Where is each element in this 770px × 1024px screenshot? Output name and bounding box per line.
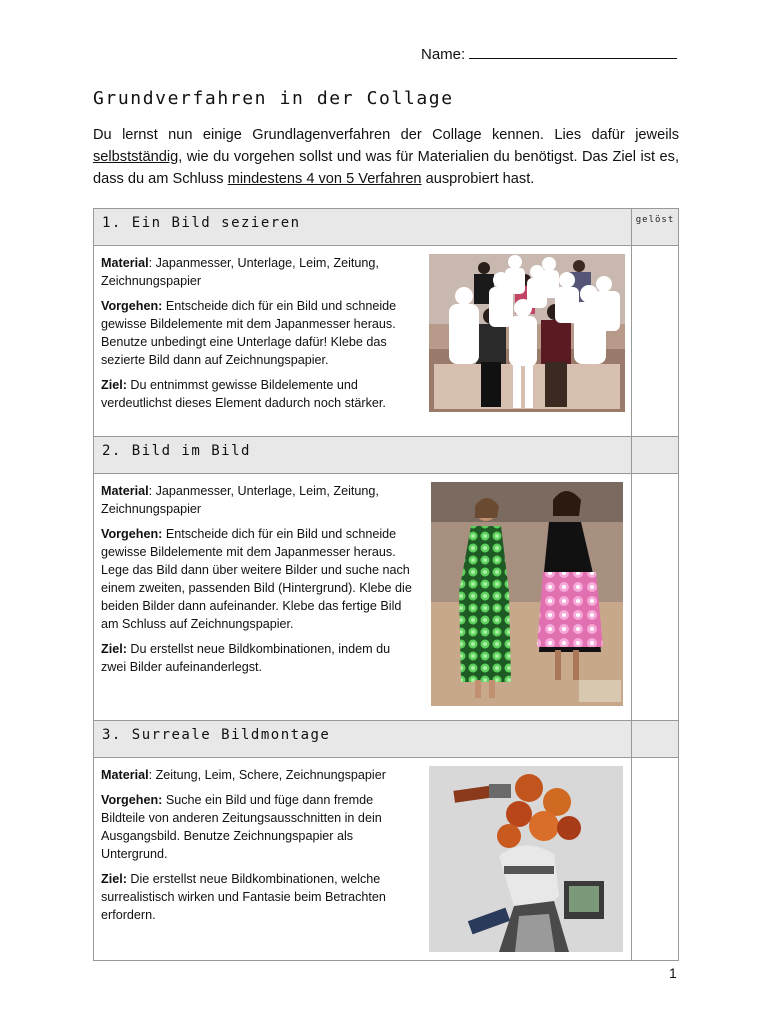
- goal-text: Du entnimmst gewisse Bildelemente und verdeutlichst dieses Element dadurch noch stärker.: [101, 378, 386, 410]
- procedure-label: Vorgehen:: [101, 527, 163, 541]
- material-label: Material: [101, 256, 149, 270]
- procedure-label: Vorgehen:: [101, 793, 163, 807]
- picture-in-picture-photo: [431, 482, 623, 706]
- intro-underline-1: selbstständig: [93, 149, 179, 165]
- section-1-header-row: [94, 209, 679, 246]
- solved-column-label: gelöst: [632, 209, 679, 246]
- material-text: : Zeitung, Leim, Schere, Zeichnungspapier: [148, 768, 386, 782]
- procedures-table: [93, 208, 679, 961]
- goal-label: Ziel:: [101, 872, 127, 886]
- page-title: Grundverfahren in der Collage: [93, 88, 454, 109]
- name-label: Name:: [421, 46, 466, 63]
- section-2-text: [101, 482, 413, 706]
- intro-underline-2: mindestens 4 von 5 Verfahren: [227, 171, 422, 187]
- section-heading: 3. Surreale Bildmontage: [94, 721, 632, 758]
- section-2-solved-checkbox[interactable]: [632, 474, 679, 721]
- procedure-text: Entscheide dich für ein Bild und schneide gewisse Bildelemente mit dem Japanmesser heraus. Lege das Bild dann über weitere Bilder und suche nach einem zweiten, passenden Bild (Hintergrund). Klebe die beiden Bilder dann aufeinander. Klebe das fertige Bild am Schluss auf Zeichnungspapier.: [101, 527, 412, 631]
- section-2-header-row: [94, 437, 679, 474]
- procedure-text: Entscheide dich für ein Bild und schneide gewisse Bildelemente mit dem Japanmesser heraus. Benutze unbedingt eine Unterlage dafür! Klebe das sezierte Bild dann auf Zeichnungspapier.: [101, 299, 397, 367]
- material-label: Material: [101, 768, 149, 782]
- section-2-body-row: [94, 474, 679, 721]
- section-3-text: [101, 766, 413, 952]
- dissected-group-photo: [429, 254, 625, 412]
- section-heading: 1. Ein Bild sezieren: [94, 209, 632, 246]
- section-3-header-row: [94, 721, 679, 758]
- goal-text: Du erstellst neue Bildkombinationen, indem du zwei Bilder aufeinanderlegst.: [101, 642, 391, 674]
- procedure-text: Suche ein Bild und füge dann fremde Bildteile von anderen Zeitungsausschnitten in dein Ausgangsbild. Benutze Zeichnungspapier als Untergrund.: [101, 793, 382, 861]
- material-text: : Japanmesser, Unterlage, Leim, Zeitung, Zeichnungspapier: [101, 484, 379, 516]
- intro-paragraph: Du lernst nun einige Grundlagenverfahren der Collage kennen. Lies dafür jeweils selbstständig, wie du vorgehen sollst und was für Materialien du benötigst. Das Ziel ist es, dass du am Schluss mindestens 4 von 5 Verfahren ausprobiert hast.: [93, 127, 679, 187]
- procedure-label: Vorgehen:: [101, 299, 163, 313]
- material-text: : Japanmesser, Unterlage, Leim, Zeitung, Zeichnungspapier: [101, 256, 379, 288]
- section-1-text: [101, 254, 413, 419]
- section-3-solved-checkbox[interactable]: [632, 758, 679, 961]
- page-number: 1: [669, 965, 677, 981]
- section-1-solved-checkbox[interactable]: [632, 246, 679, 437]
- goal-label: Ziel:: [101, 642, 127, 656]
- goal-text: Die erstellst neue Bildkombinationen, welche surrealistisch wirken und Fantasie beim Betrachten erfordern.: [101, 872, 386, 922]
- surreal-montage-photo: [429, 766, 623, 952]
- name-blank-line[interactable]: [469, 44, 677, 59]
- material-label: Material: [101, 484, 149, 498]
- goal-label: Ziel:: [101, 378, 127, 392]
- section-1-body-row: [94, 246, 679, 437]
- section-3-body-row: [94, 758, 679, 961]
- name-field: [421, 44, 677, 63]
- section-heading: 2. Bild im Bild: [94, 437, 632, 474]
